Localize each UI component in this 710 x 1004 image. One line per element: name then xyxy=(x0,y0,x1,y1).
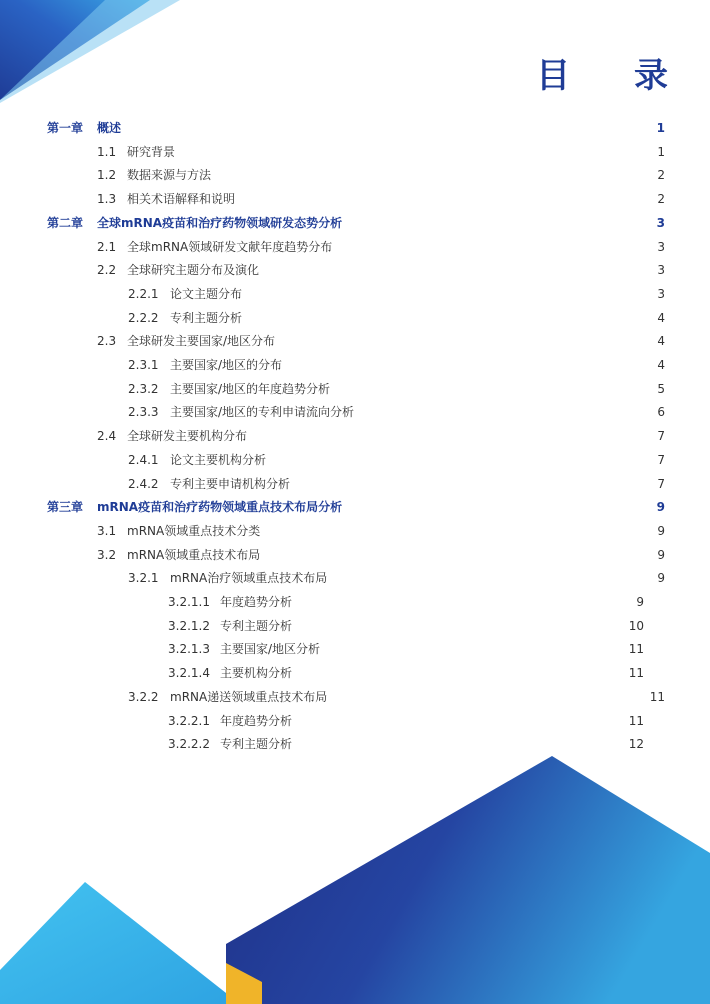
toc-entry-page: 10 xyxy=(628,618,644,633)
toc-dot-leader xyxy=(300,709,625,733)
toc-entry-title: 主要国家/地区的年度趋势分析 xyxy=(170,381,331,396)
toc-entry-page: 9 xyxy=(657,523,665,538)
toc-entry-page: 3 xyxy=(657,263,665,278)
toc-entry-page: 11 xyxy=(649,689,665,704)
toc-dot-leader xyxy=(129,116,653,140)
toc-entry-page: 3 xyxy=(656,215,665,230)
bottom-large-triangle xyxy=(226,756,710,1004)
toc-dot-leader xyxy=(300,590,632,614)
toc-dot-leader xyxy=(300,614,625,638)
toc-entry[interactable] xyxy=(97,519,665,543)
toc-entry-page: 11 xyxy=(628,666,644,681)
toc-entry-number: 第二章 xyxy=(47,215,84,230)
toc-entry-page: 9 xyxy=(636,595,644,609)
toc-entry-title: 年度趋势分析 xyxy=(220,595,293,609)
toc-entry-number: 2.4.1 xyxy=(128,452,159,467)
toc-entry-number: 2.4 xyxy=(97,429,117,444)
toc-entry-page: 7 xyxy=(657,476,665,491)
toc-dot-leader xyxy=(300,661,625,685)
toc-dot-leader xyxy=(283,329,653,353)
toc-entry-title: 全球研发主要国家/地区分布 xyxy=(127,334,276,349)
toc-entry-number: 1.1 xyxy=(97,144,117,159)
toc-entry-page: 1 xyxy=(656,121,665,135)
toc-entry-page: 7 xyxy=(657,429,665,444)
toc-dot-leader xyxy=(335,685,646,709)
toc-dot-leader xyxy=(219,163,653,187)
toc-entry[interactable] xyxy=(47,495,665,519)
toc-dot-leader xyxy=(183,140,653,164)
toc-entry-title: mRNA治疗领域重点技术布局 xyxy=(170,571,328,586)
toc-entry[interactable] xyxy=(97,329,665,353)
toc-dot-leader xyxy=(350,495,653,519)
toc-entry-title: 全球研发主要机构分布 xyxy=(127,429,248,444)
toc-entry-page: 9 xyxy=(656,500,665,515)
toc-dot-leader xyxy=(250,282,653,306)
toc-entry-number: 第三章 xyxy=(47,500,84,515)
toc-entry-title: 数据来源与方法 xyxy=(127,168,212,183)
toc-entry-number: 3.1 xyxy=(97,523,117,538)
toc-entry-number: 2.3.1 xyxy=(128,358,159,372)
toc-entry-title: 相关术语解释和说明 xyxy=(127,192,236,207)
toc-entry[interactable] xyxy=(128,400,665,424)
toc-entry[interactable] xyxy=(168,614,644,638)
toc-entry-number: 1.2 xyxy=(97,168,117,183)
toc-entry-page: 7 xyxy=(657,452,665,467)
toc-entry-page: 12 xyxy=(628,737,644,752)
toc-dot-leader xyxy=(362,400,653,424)
toc-dot-leader xyxy=(268,519,653,543)
toc-dot-leader xyxy=(250,306,653,330)
toc-entry-title: 论文主题分布 xyxy=(170,286,243,301)
toc-entry[interactable] xyxy=(128,566,665,590)
toc-entry-page: 3 xyxy=(657,239,665,254)
toc-entry-title: mRNA领域重点技术布局 xyxy=(127,547,261,562)
toc-entry-number: 3.2.1.2 xyxy=(168,618,210,633)
toc-entry[interactable] xyxy=(97,163,665,187)
toc-entry[interactable] xyxy=(168,661,644,685)
toc-entry-title: 概述 xyxy=(97,121,122,135)
toc-entry-page: 9 xyxy=(657,547,665,562)
toc-entry-title: 主要国家/地区分析 xyxy=(220,642,321,657)
toc-entry[interactable] xyxy=(97,258,665,282)
toc-dot-leader xyxy=(255,424,653,448)
toc-entry-title: 全球mRNA领域研发文献年度趋势分布 xyxy=(127,239,333,254)
toc-entry-title: 研究背景 xyxy=(127,144,176,159)
toc-entry-number: 1.3 xyxy=(97,192,117,207)
toc-entry-number: 2.2.1 xyxy=(128,286,159,301)
toc-dot-leader xyxy=(300,732,625,756)
toc-entry-number: 3.2.1.4 xyxy=(168,666,210,681)
toc-entry[interactable] xyxy=(97,543,665,567)
toc-entry-number: 3.2.2.2 xyxy=(168,737,210,752)
toc-entry-title: 主要机构分析 xyxy=(220,666,293,681)
toc-entry[interactable] xyxy=(168,709,644,733)
toc-dot-leader xyxy=(350,211,653,235)
toc-entry-page: 5 xyxy=(657,381,665,396)
toc-dot-leader xyxy=(328,637,625,661)
toc-entry[interactable] xyxy=(128,685,665,709)
toc-entry-page: 9 xyxy=(657,571,665,586)
toc-entry-title: mRNA领域重点技术分类 xyxy=(127,523,261,538)
toc-dot-leader xyxy=(298,472,653,496)
toc-entry-title: 专利主题分析 xyxy=(220,618,293,633)
toc-entry-page: 4 xyxy=(657,310,665,325)
toc-entry[interactable] xyxy=(97,187,665,211)
toc-entry[interactable] xyxy=(128,377,665,401)
toc-entry-page: 6 xyxy=(657,405,665,420)
toc-entry[interactable] xyxy=(97,424,665,448)
toc-entry-title: 论文主要机构分析 xyxy=(170,452,267,467)
toc-entry-number: 3.2 xyxy=(97,547,117,562)
toc-entry-title: 专利主题分析 xyxy=(170,310,243,325)
toc-entry[interactable] xyxy=(168,732,644,756)
toc-entry-title: mRNA递送领域重点技术布局 xyxy=(170,689,328,704)
bottom-left-triangle xyxy=(0,882,240,1004)
toc-entry[interactable] xyxy=(128,306,665,330)
toc-entry-title: mRNA疫苗和治疗药物领域重点技术布局分析 xyxy=(97,500,343,515)
toc-dot-leader xyxy=(267,258,653,282)
toc-entry-title: 专利主要申请机构分析 xyxy=(170,476,291,491)
toc-entry-title: 全球研究主题分布及演化 xyxy=(127,263,260,278)
toc-entry-title: 专利主题分析 xyxy=(220,737,293,752)
toc-entry[interactable] xyxy=(128,353,665,377)
toc-entry[interactable] xyxy=(128,448,665,472)
toc-entry[interactable] xyxy=(47,211,665,235)
toc-entry-page: 4 xyxy=(657,334,665,349)
toc-entry-page: 11 xyxy=(628,713,644,728)
toc-entry-title: 年度趋势分析 xyxy=(220,713,293,728)
toc-dot-leader xyxy=(335,566,653,590)
toc-entry-number: 2.3 xyxy=(97,334,117,349)
toc-entry-page: 3 xyxy=(657,286,665,301)
toc-dot-leader xyxy=(268,543,653,567)
toc-entry[interactable] xyxy=(97,235,665,259)
toc-entry-title: 全球mRNA疫苗和治疗药物领域研发态势分析 xyxy=(97,215,343,230)
toc-entry[interactable] xyxy=(128,282,665,306)
toc-dot-leader xyxy=(340,235,653,259)
toc-entry-number: 3.2.1.1 xyxy=(168,595,210,609)
toc-entry-number: 3.2.2 xyxy=(128,689,159,704)
toc-entry-number: 第一章 xyxy=(47,121,84,135)
toc-entry-number: 2.2.2 xyxy=(128,310,159,325)
toc-entry-page: 2 xyxy=(657,168,665,183)
page-title: 目 录 xyxy=(536,56,694,96)
toc-entry[interactable] xyxy=(128,472,665,496)
toc-entry-page: 11 xyxy=(628,642,644,657)
toc-entry-number: 2.1 xyxy=(97,239,117,254)
toc-entry[interactable] xyxy=(168,637,644,661)
toc-entry[interactable] xyxy=(168,590,644,614)
toc-entry-title: 主要国家/地区的专利申请流向分析 xyxy=(170,405,355,420)
toc-entry-number: 2.2 xyxy=(97,263,117,278)
toc-entry-page: 1 xyxy=(657,144,665,159)
toc-entry-page: 2 xyxy=(657,192,665,207)
toc-entry-number: 3.2.1.3 xyxy=(168,642,210,657)
toc-entry-number: 2.3.2 xyxy=(128,381,159,396)
toc-entry-title: 主要国家/地区的分布 xyxy=(170,358,283,372)
toc-dot-leader xyxy=(290,353,653,377)
toc-entry-number: 2.3.3 xyxy=(128,405,159,420)
toc-entry[interactable] xyxy=(97,140,665,164)
toc-entry[interactable] xyxy=(47,116,665,140)
toc-entry-number: 2.4.2 xyxy=(128,476,159,491)
toc-dot-leader xyxy=(243,187,653,211)
toc-dot-leader xyxy=(338,377,653,401)
toc-entry-number: 3.2.1 xyxy=(128,571,159,586)
toc-dot-leader xyxy=(274,448,653,472)
toc-entry-number: 3.2.2.1 xyxy=(168,713,210,728)
toc-entry-page: 4 xyxy=(657,358,665,372)
